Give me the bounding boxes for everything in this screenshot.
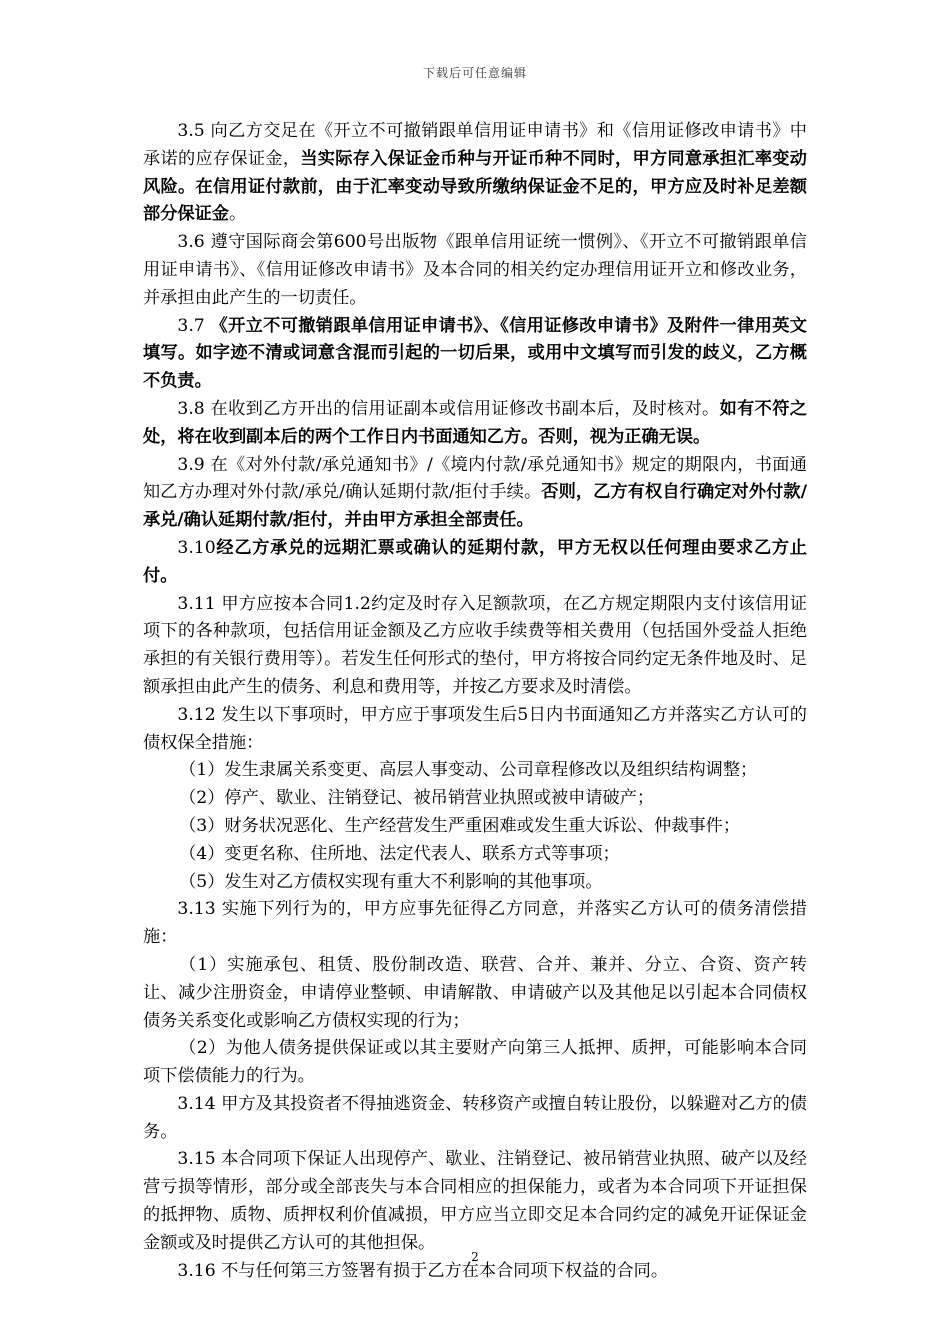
clause-text: 3.16 不与任何第三方签署有损于乙方在本合同项下权益的合同。 xyxy=(177,1260,669,1281)
clause-3-12 xyxy=(143,702,807,758)
clause-3-13-item-1: （1）实施承包、租赁、股份制改造、联营、合并、兼并、分立、合资、资产转让、减少注册资金，申请停业整顿、申请解散、申请破产以及其他足以引起本合同债权债务关系变化或影响乙方债权实现的行为； xyxy=(143,954,807,1031)
clause-text: 3.6 遵守国际商会第600号出版物《跟单信用证统一惯例》、《开立不可撤销跟单信用证申请书》、《信用证修改申请书》及本合同的相关约定办理信用证开立和修改业务，并承担由此产生的一切责任。 xyxy=(143,232,807,308)
clause-text: 3.8 在收到乙方开出的信用证副本或信用证修改书副本后，及时核对。 xyxy=(177,398,720,419)
clause-bold-text: 如有不符之处，将在收到副本后的两个工作日内书面通知乙方。否则，视为正确无误。 xyxy=(143,398,807,447)
clause-bold-text: 否则，乙方有权自行确定对外付款/承兑/确认延期付款/拒付，并由甲方承担全部责任。 xyxy=(143,482,808,531)
clause-3-14 xyxy=(143,1091,807,1147)
clause-3-13 xyxy=(143,896,807,952)
clause-text: 3.14 甲方及其投资者不得抽逃资金、转移资产或擅自转让股份，以躲避对乙方的债务。 xyxy=(143,1093,807,1142)
clause-3-9 xyxy=(143,452,807,535)
clause-3-11 xyxy=(143,591,807,702)
clause-3-5 xyxy=(143,118,807,229)
clause-3-12-item-3: （3）财务状况恶化、生产经营发生严重困难或发生重大诉讼、仲裁事件； xyxy=(179,815,741,836)
clause-number: 3.10 xyxy=(177,537,216,558)
clause-text: 3.12 发生以下事项时，甲方应于事项发生后5日内书面通知乙方并落实乙方认可的债权保全措施： xyxy=(143,704,807,753)
clause-bold-text: 经乙方承兑的远期汇票或确认的延期付款，甲方无权以任何理由要求乙方止付。 xyxy=(143,537,807,586)
clause-text: 3.5 向乙方交足在《开立不可撤销跟单信用证申请书》和《信用证修改申请书》中承诺的应存保证金， xyxy=(143,121,807,169)
clause-bold-text: 当实际存入保证金币种与开证币种不同时，甲方同意承担汇率变动风险。在信用证付款前，由于汇率变动导致所缴纳保证金不足的，甲方应及时补足差额部分保证金 xyxy=(143,148,807,225)
clause-text: 3.15 本合同项下保证人出现停产、歇业、注销登记、被吊销营业执照、破产以及经营亏损等情形，部分或全部丧失与本合同相应的担保能力，或者为本合同项下开证担保的抵押物、质物、质押权利价值减损，甲方应当立即交足本合同约定的减免开证保证金金额或及时提供乙方认可的其他担保。 xyxy=(143,1149,807,1253)
clause-3-12-item-2: （2）停产、歇业、注销登记、被吊销营业执照或被申请破产； xyxy=(179,788,655,809)
clause-3-12-item-5: （5）发生对乙方债权实现有重大不利影响的其他事项。 xyxy=(179,871,603,892)
clause-3-8 xyxy=(143,396,807,452)
clause-3-12-item-4: （4）变更名称、住所地、法定代表人、联系方式等事项； xyxy=(179,843,620,864)
contract-body xyxy=(143,118,807,1285)
clause-text: 3.13 实施下列行为的，甲方应事先征得乙方同意，并落实乙方认可的债务清偿措施： xyxy=(143,899,807,948)
page-number: 2 xyxy=(471,1250,479,1264)
clause-3-6 xyxy=(143,229,807,312)
clause-bold-text: 《开立不可撤销跟单信用证申请书》、《信用证修改申请书》及附件一律用英文填写。如字迹不清或词意含混而引起的一切后果，或用中文填写而引发的歧义，乙方概不负责。 xyxy=(143,315,807,392)
clause-text: 3.11 甲方应按本合同1.2约定及时存入足额款项，在乙方规定期限内支付该信用证项下的各种款项，包括信用证金额及乙方应收手续费等相关费用（包括国外受益人拒绝承担的有关银行费用等）。若发生任何形式的垫付，甲方将按合同约定无条件地及时、足额承担由此产生的债务、利息和费用等，并按乙方要求及时清偿。 xyxy=(143,593,807,697)
clause-text: 3.9 在《对外付款/承兑通知书》/《境内付款/承兑通知书》规定的期限内，书面通知乙方办理对外付款/承兑/确认延期付款/拒付手续。 xyxy=(143,454,807,503)
clause-3-7 xyxy=(143,313,807,396)
clause-3-15 xyxy=(143,1146,807,1257)
clause-3-10 xyxy=(143,535,807,591)
clause-3-12-item-1: （1）发生隶属关系变更、高层人事变动、公司章程修改以及组织结构调整； xyxy=(179,760,758,781)
clause-3-13-item-2: （2）为他人债务提供保证或以其主要财产向第三人抵押、质押，可能影响本合同项下偿债能力的行为。 xyxy=(143,1038,807,1087)
clause-text-end: 。 xyxy=(228,204,247,225)
page-header: 下载后可任意编辑 xyxy=(422,66,527,80)
clause-number: 3.7 xyxy=(177,315,211,336)
